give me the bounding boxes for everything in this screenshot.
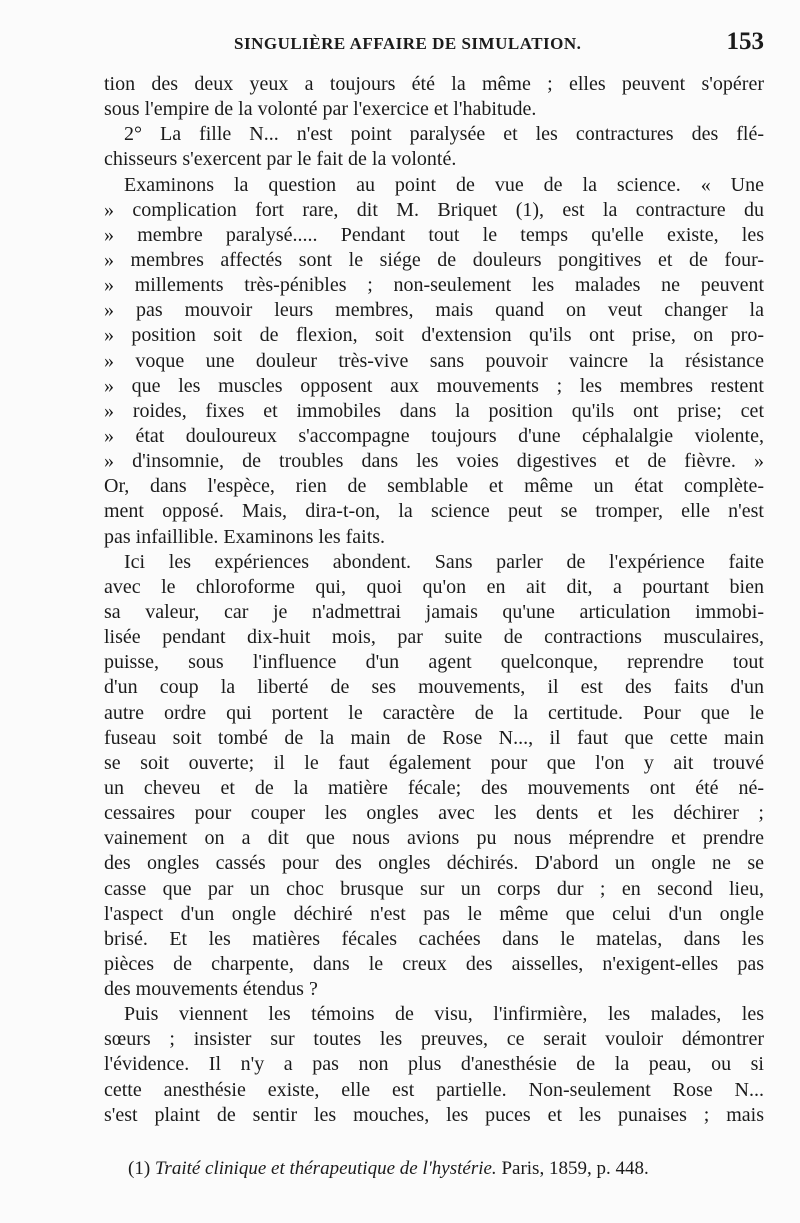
text-line: autre ordre qui portent le caractère de la certitude. Pour que le bbox=[104, 701, 764, 724]
text-line: » voque une douleur très-vive sans pouvoir vaincre la résistance bbox=[104, 349, 764, 372]
text-line: brisé. Et les matières fécales cachées dans le matelas, dans les bbox=[104, 927, 764, 950]
text-line: s'est plaint de sentir les mouches, les puces et les punaises ; mais bbox=[104, 1103, 764, 1126]
text-line: » membre paralysé..... Pendant tout le temps qu'elle existe, les bbox=[104, 223, 764, 246]
footnote-reference: Paris, 1859, p. 448. bbox=[501, 1158, 649, 1179]
text-line: » que les muscles opposent aux mouvements ; les membres restent bbox=[104, 374, 764, 397]
text-line: pièces de charpente, dans le creux des aisselles, n'exigent-elles pas bbox=[104, 952, 764, 975]
text-line: Or, dans l'espèce, rien de semblable et même un état complète- bbox=[104, 475, 764, 498]
text-line: » pas mouvoir leurs membres, mais quand on veut changer la bbox=[104, 299, 764, 322]
text-line: lisée pendant dix-huit mois, par suite de contractions musculaires, bbox=[104, 626, 764, 649]
text-line: puisse, sous l'influence d'un agent quelconque, reprendre tout bbox=[104, 651, 764, 674]
text-line: » membres affectés sont le siége de douleurs pongitives et de four- bbox=[104, 248, 764, 271]
text-line: tion des deux yeux a toujours été la même ; elles peuvent s'opérer bbox=[104, 73, 764, 95]
text-line: ment opposé. Mais, dira-t-on, la science peut se tromper, elle n'est bbox=[104, 500, 764, 523]
text-line: » complication fort rare, dit M. Briquet (1), est la contracture du bbox=[104, 198, 764, 221]
text-line: casse que par un choc brusque sur un corps dur ; en second lieu, bbox=[104, 877, 764, 900]
text-line: pas infaillible. Examinons les faits. bbox=[104, 525, 386, 548]
footnote bbox=[128, 1158, 764, 1180]
footnote-marker: (1) bbox=[128, 1158, 151, 1179]
text-line: cette anesthésie existe, elle est partielle. Non-seulement Rose N... bbox=[104, 1078, 764, 1101]
text-line: sous l'empire de la volonté par l'exercice et l'habitude. bbox=[104, 98, 537, 121]
text-line: fuseau soit tombé de la main de Rose N..., il faut que cette main bbox=[104, 726, 764, 749]
text-line: des mouvements étendus ? bbox=[104, 978, 318, 1001]
text-line: cessaires pour couper les ongles avec les dents et les déchirer ; bbox=[104, 802, 764, 825]
text-line: Ici les expériences abondent. Sans parler de l'expérience faite bbox=[124, 550, 764, 573]
running-head: SINGULIÈRE AFFAIRE DE SIMULATION. bbox=[234, 34, 582, 53]
text-line: l'évidence. Il n'y a pas non plus d'anesthésie de la peau, ou si bbox=[104, 1053, 764, 1076]
text-line: vainement on a dit que nous avions pu nous méprendre et prendre bbox=[104, 827, 764, 850]
text-line: d'un coup la liberté de ses mouvements, il est des faits d'un bbox=[104, 676, 764, 699]
text-line: » millements très-pénibles ; non-seulement les malades ne peuvent bbox=[104, 274, 764, 297]
text-line: » d'insomnie, de troubles dans les voies digestives et de fièvre. » bbox=[104, 450, 764, 473]
text-line: Examinons la question au point de vue de la science. « Une bbox=[124, 173, 764, 196]
text-line: Puis viennent les témoins de visu, l'infirmière, les malades, les bbox=[124, 1003, 764, 1026]
text-line: chisseurs s'exercent par le fait de la volonté. bbox=[104, 148, 457, 171]
body-text bbox=[104, 72, 764, 1128]
footnote-title: Traité clinique et thérapeutique de l'hystérie. bbox=[154, 1158, 497, 1179]
text-line: » position soit de flexion, soit d'extension qu'ils ont prise, on pro- bbox=[104, 324, 764, 347]
text-line: avec le chloroforme qui, quoi qu'on en ait dit, a pourtant bien bbox=[104, 575, 764, 598]
page-number: 153 bbox=[726, 28, 764, 55]
text-line: » état douloureux s'accompagne toujours d'une céphalalgie violente, bbox=[104, 424, 764, 447]
text-line: 2° La fille N... n'est point paralysée et les contractures des flé- bbox=[124, 123, 764, 146]
text-line: » roides, fixes et immobiles dans la position qu'ils ont prise; cet bbox=[104, 399, 764, 422]
text-line: l'aspect d'un ongle déchiré n'est pas le même que celui d'un ongle bbox=[104, 902, 764, 925]
text-line: un cheveu et de la matière fécale; des mouvements ont été né- bbox=[104, 776, 764, 799]
text-line: sa valeur, car je n'admettrai jamais qu'une articulation immobi- bbox=[104, 600, 764, 623]
text-line: des ongles cassés pour des ongles déchirés. D'abord un ongle ne se bbox=[104, 852, 764, 875]
page-header bbox=[104, 28, 764, 62]
text-line: se soit ouverte; il le faut également pour que l'on y ait trouvé bbox=[104, 751, 764, 774]
text-line: sœurs ; insister sur toutes les preuves, ce serait vouloir démontrer bbox=[104, 1028, 764, 1051]
